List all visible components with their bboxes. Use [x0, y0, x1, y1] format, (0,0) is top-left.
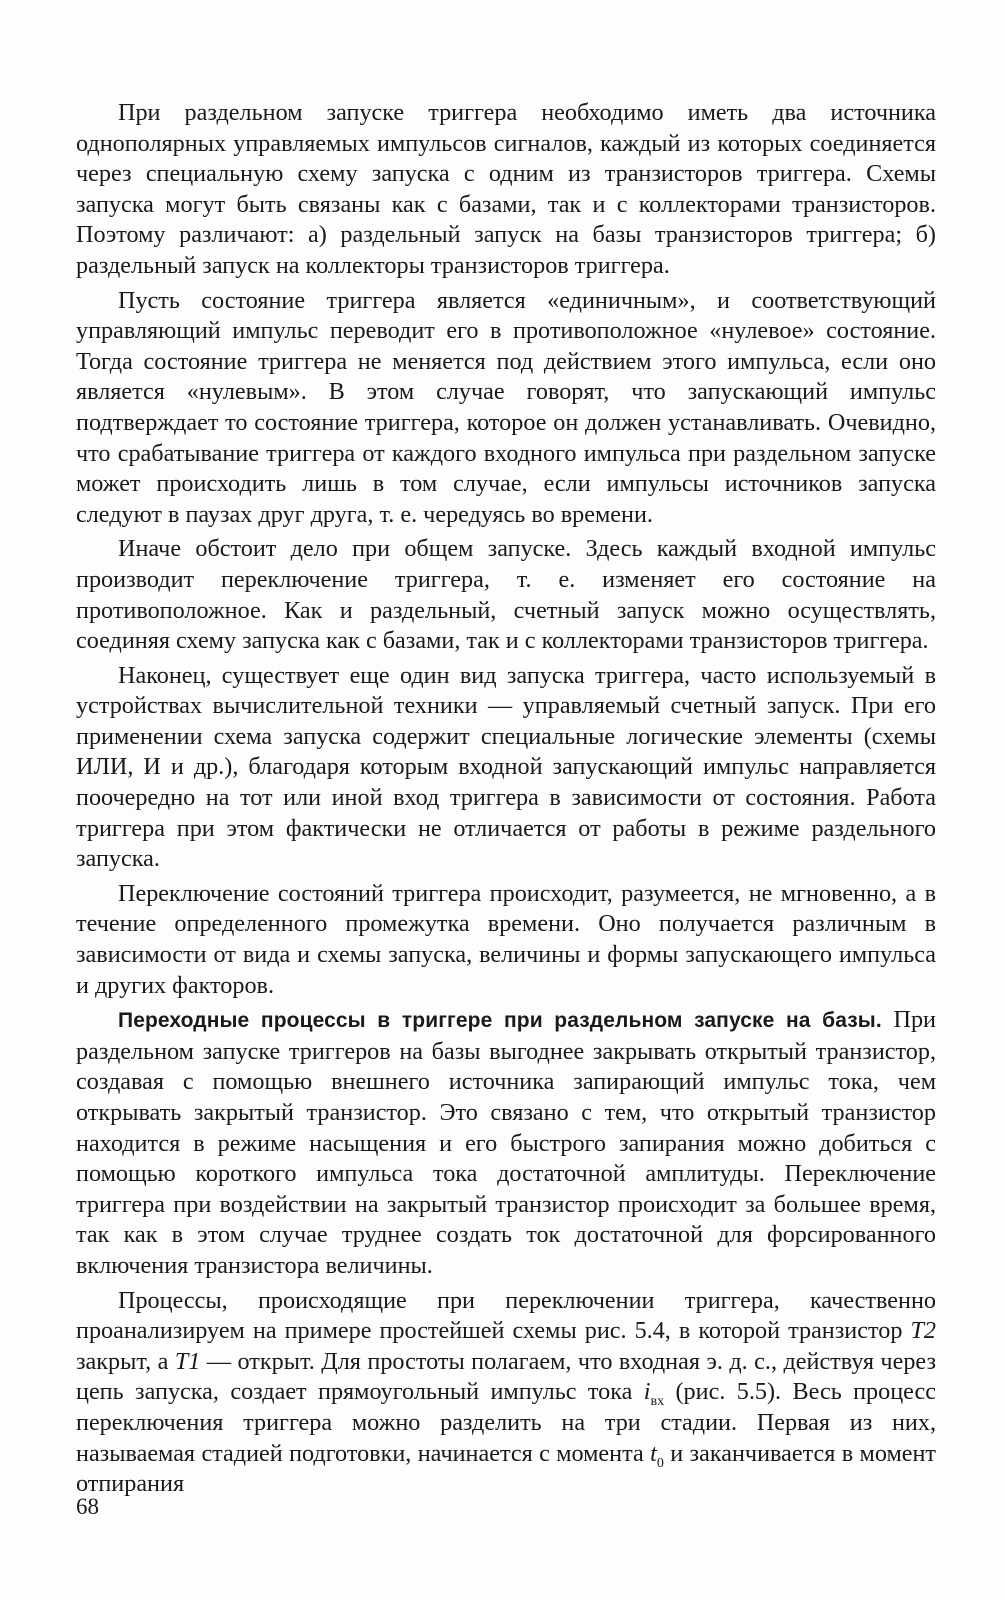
paragraph-7-part4: (рис. 5.5). Весь процесс переключения триггера можно разделить на три стадии. Первая из них, называемая стадией подготовки, начинается с момента	[76, 1378, 936, 1467]
paragraph-6-text: При раздельном запуске триггеров на базы выгоднее закрывать открытый транзистор, создавая с помощью внешнего источника запирающий импульс тока, чем открывать закрытый транзистор. Это связано с тем, что открытый транзистор находится в режиме насыщения и его быстрого запирания можно добиться с помощью короткого импульса тока достаточной амплитуды. Переключение триггера при воздействии на закрытый транзистор происходит за большее время, так как в этом случае труднее создать ток достаточной для форсированного включения транзистора величины.	[76, 1006, 936, 1279]
paragraph-4-text: Наконец, существует еще один вид запуска триггера, часто используемый в устройствах вычислительной техники — управляемый счетный запуск. При его применении схема запуска содержит специальные логические элементы (схемы ИЛИ, И и др.), благодаря которым входной запускающий импульс направляется поочередно на тот или иной вход триггера в зависимости от состояния. Работа триггера при этом фактически не отличается от работы в режиме раздельного запуска.	[76, 661, 936, 873]
paragraph-3-text: Иначе обстоит дело при общем запуске. Здесь каждый входной импульс производит переключение триггера, т. е. изменяет его состояние на противоположное. Как и раздельный, счетный запуск можно осуществлять, соединяя схему запуска как с базами, так и с коллекторами транзисторов триггера.	[76, 535, 936, 655]
paragraph-7-part5: и заканчивается в момент отпирания	[76, 1439, 937, 1498]
body-text	[76, 98, 936, 1500]
page-number: 68	[76, 1494, 99, 1519]
time-t0-symbol: t	[650, 1439, 657, 1467]
paragraph-7-part1: Процессы, происходящие при переключении триггера, качественно проанализируем на примере простейшей схемы рис. 5.4, в которой транзистор	[76, 1286, 936, 1345]
paragraph-7-part2: закрыт, а	[76, 1347, 175, 1375]
paragraph-1	[76, 98, 936, 282]
paragraph-1-text: При раздельном запуске триггера необходимо иметь два источника однополярных управляемых импульсов сигналов, каждый из которых соединяется через специальную схему запуска с одним из транзисторов триггера. Схемы запуска могут быть связаны как с базами, так и с коллекторами транзисторов. Поэтому различают: а) раздельный запуск на базы транзисторов триггера; б) раздельный запуск на коллекторы транзисторов триггера.	[76, 99, 936, 279]
paragraph-5	[76, 879, 936, 1001]
paragraph-2	[76, 286, 936, 531]
section-heading: Переходные процессы в триггере при раздельном запуске на базы.	[118, 1009, 882, 1033]
transistor-t2-symbol: Т2	[910, 1317, 936, 1345]
input-current-subscript: вх	[650, 1394, 665, 1410]
input-current-symbol: i	[643, 1378, 651, 1406]
paragraph-7-part3: — открыт. Для простоты полагаем, что входная э. д. с., действуя через цепь запуска, создает прямоугольный импульс тока	[76, 1347, 936, 1406]
transistor-t1-symbol: Т1	[174, 1347, 201, 1375]
paragraph-7	[76, 1286, 936, 1500]
paragraph-4	[76, 661, 936, 875]
paragraph-6	[76, 1005, 936, 1281]
paragraph-2-text: Пусть состояние триггера является «единичным», и соответствующий управляющий импульс переводит его в противоположное «нулевое» состояние. Тогда состояние триггера не меняется под действием этого импульса, если оно является «нулевым». В этом случае говорят, что запускающий импульс подтверждает то состояние триггера, которое он должен устанавливать. Очевидно, что срабатывание триггера от каждого входного импульса при раздельном запуске может происходить лишь в том случае, если импульсы источников запуска следуют в паузах друг друга, т. е. чередуясь во времени.	[76, 286, 936, 528]
time-t0-subscript: 0	[656, 1455, 664, 1471]
paragraph-5-text: Переключение состояний триггера происходит, разумеется, не мгновенно, а в течение определенного промежутка времени. Оно получается различным в зависимости от вида и схемы запуска, величины и формы запускающего импульса и других факторов.	[76, 879, 936, 999]
paragraph-3	[76, 534, 936, 656]
